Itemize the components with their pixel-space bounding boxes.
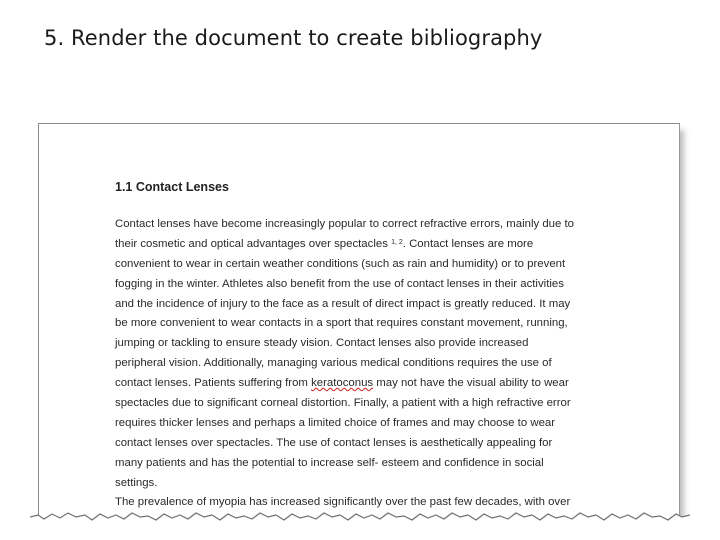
text-line: jumping or tackling to ensure steady vision. Contact lenses also provide increased bbox=[115, 337, 529, 350]
text-line: peripheral vision. Additionally, managing various medical conditions requires the use of bbox=[115, 357, 552, 370]
text-line bbox=[115, 374, 574, 394]
text-line: spectacles due to significant corneal distortion. Finally, a patient with a high refractive error bbox=[115, 397, 571, 410]
text-line: be more convenient to wear contacts in a sport that requires constant movement, running, bbox=[115, 317, 568, 330]
text-line: many patients and has the potential to increase self- esteem and confidence in social bbox=[115, 456, 544, 469]
section-heading: 1.1 Contact Lenses bbox=[115, 180, 229, 194]
text-line: settings. bbox=[115, 476, 158, 489]
text-line: fogging in the winter. Athletes also benefit from the use of contact lenses in their activities bbox=[115, 277, 564, 290]
text-line: requires thicker lenses and perhaps a limited choice of frames and may choose to wear bbox=[115, 416, 556, 429]
text-segment: may not have the visual ability to wear bbox=[373, 377, 569, 390]
text-line bbox=[115, 235, 574, 255]
text-line: The prevalence of myopia has increased significantly over the past few decades, with over bbox=[115, 496, 571, 509]
text-line: convenient to wear in certain weather conditions (such as rain and humidity) or to prevent bbox=[115, 257, 566, 270]
slide-title: 5. Render the document to create bibliography bbox=[44, 26, 543, 50]
text-line: and the incidence of injury to the face as a result of direct impact is greatly reduced. It may bbox=[115, 297, 571, 310]
text-line: Contact lenses have become increasingly popular to correct refractive errors, mainly due to bbox=[115, 218, 575, 230]
text-segment: contact lenses. Patients suffering from bbox=[115, 377, 312, 390]
document-screenshot bbox=[38, 123, 680, 522]
torn-paper-edge bbox=[30, 505, 690, 540]
spellcheck-flagged-word: keratoconus bbox=[311, 377, 374, 390]
text-segment: . Contact lenses are more bbox=[402, 237, 534, 250]
text-segment: their cosmetic and optical advantages over spectacles bbox=[115, 237, 392, 250]
text-line: contact lenses over spectacles. The use of contact lenses is aesthetically appealing for bbox=[115, 436, 553, 449]
citation-superscript: 1, 2 bbox=[391, 238, 403, 246]
paragraph bbox=[115, 215, 574, 513]
